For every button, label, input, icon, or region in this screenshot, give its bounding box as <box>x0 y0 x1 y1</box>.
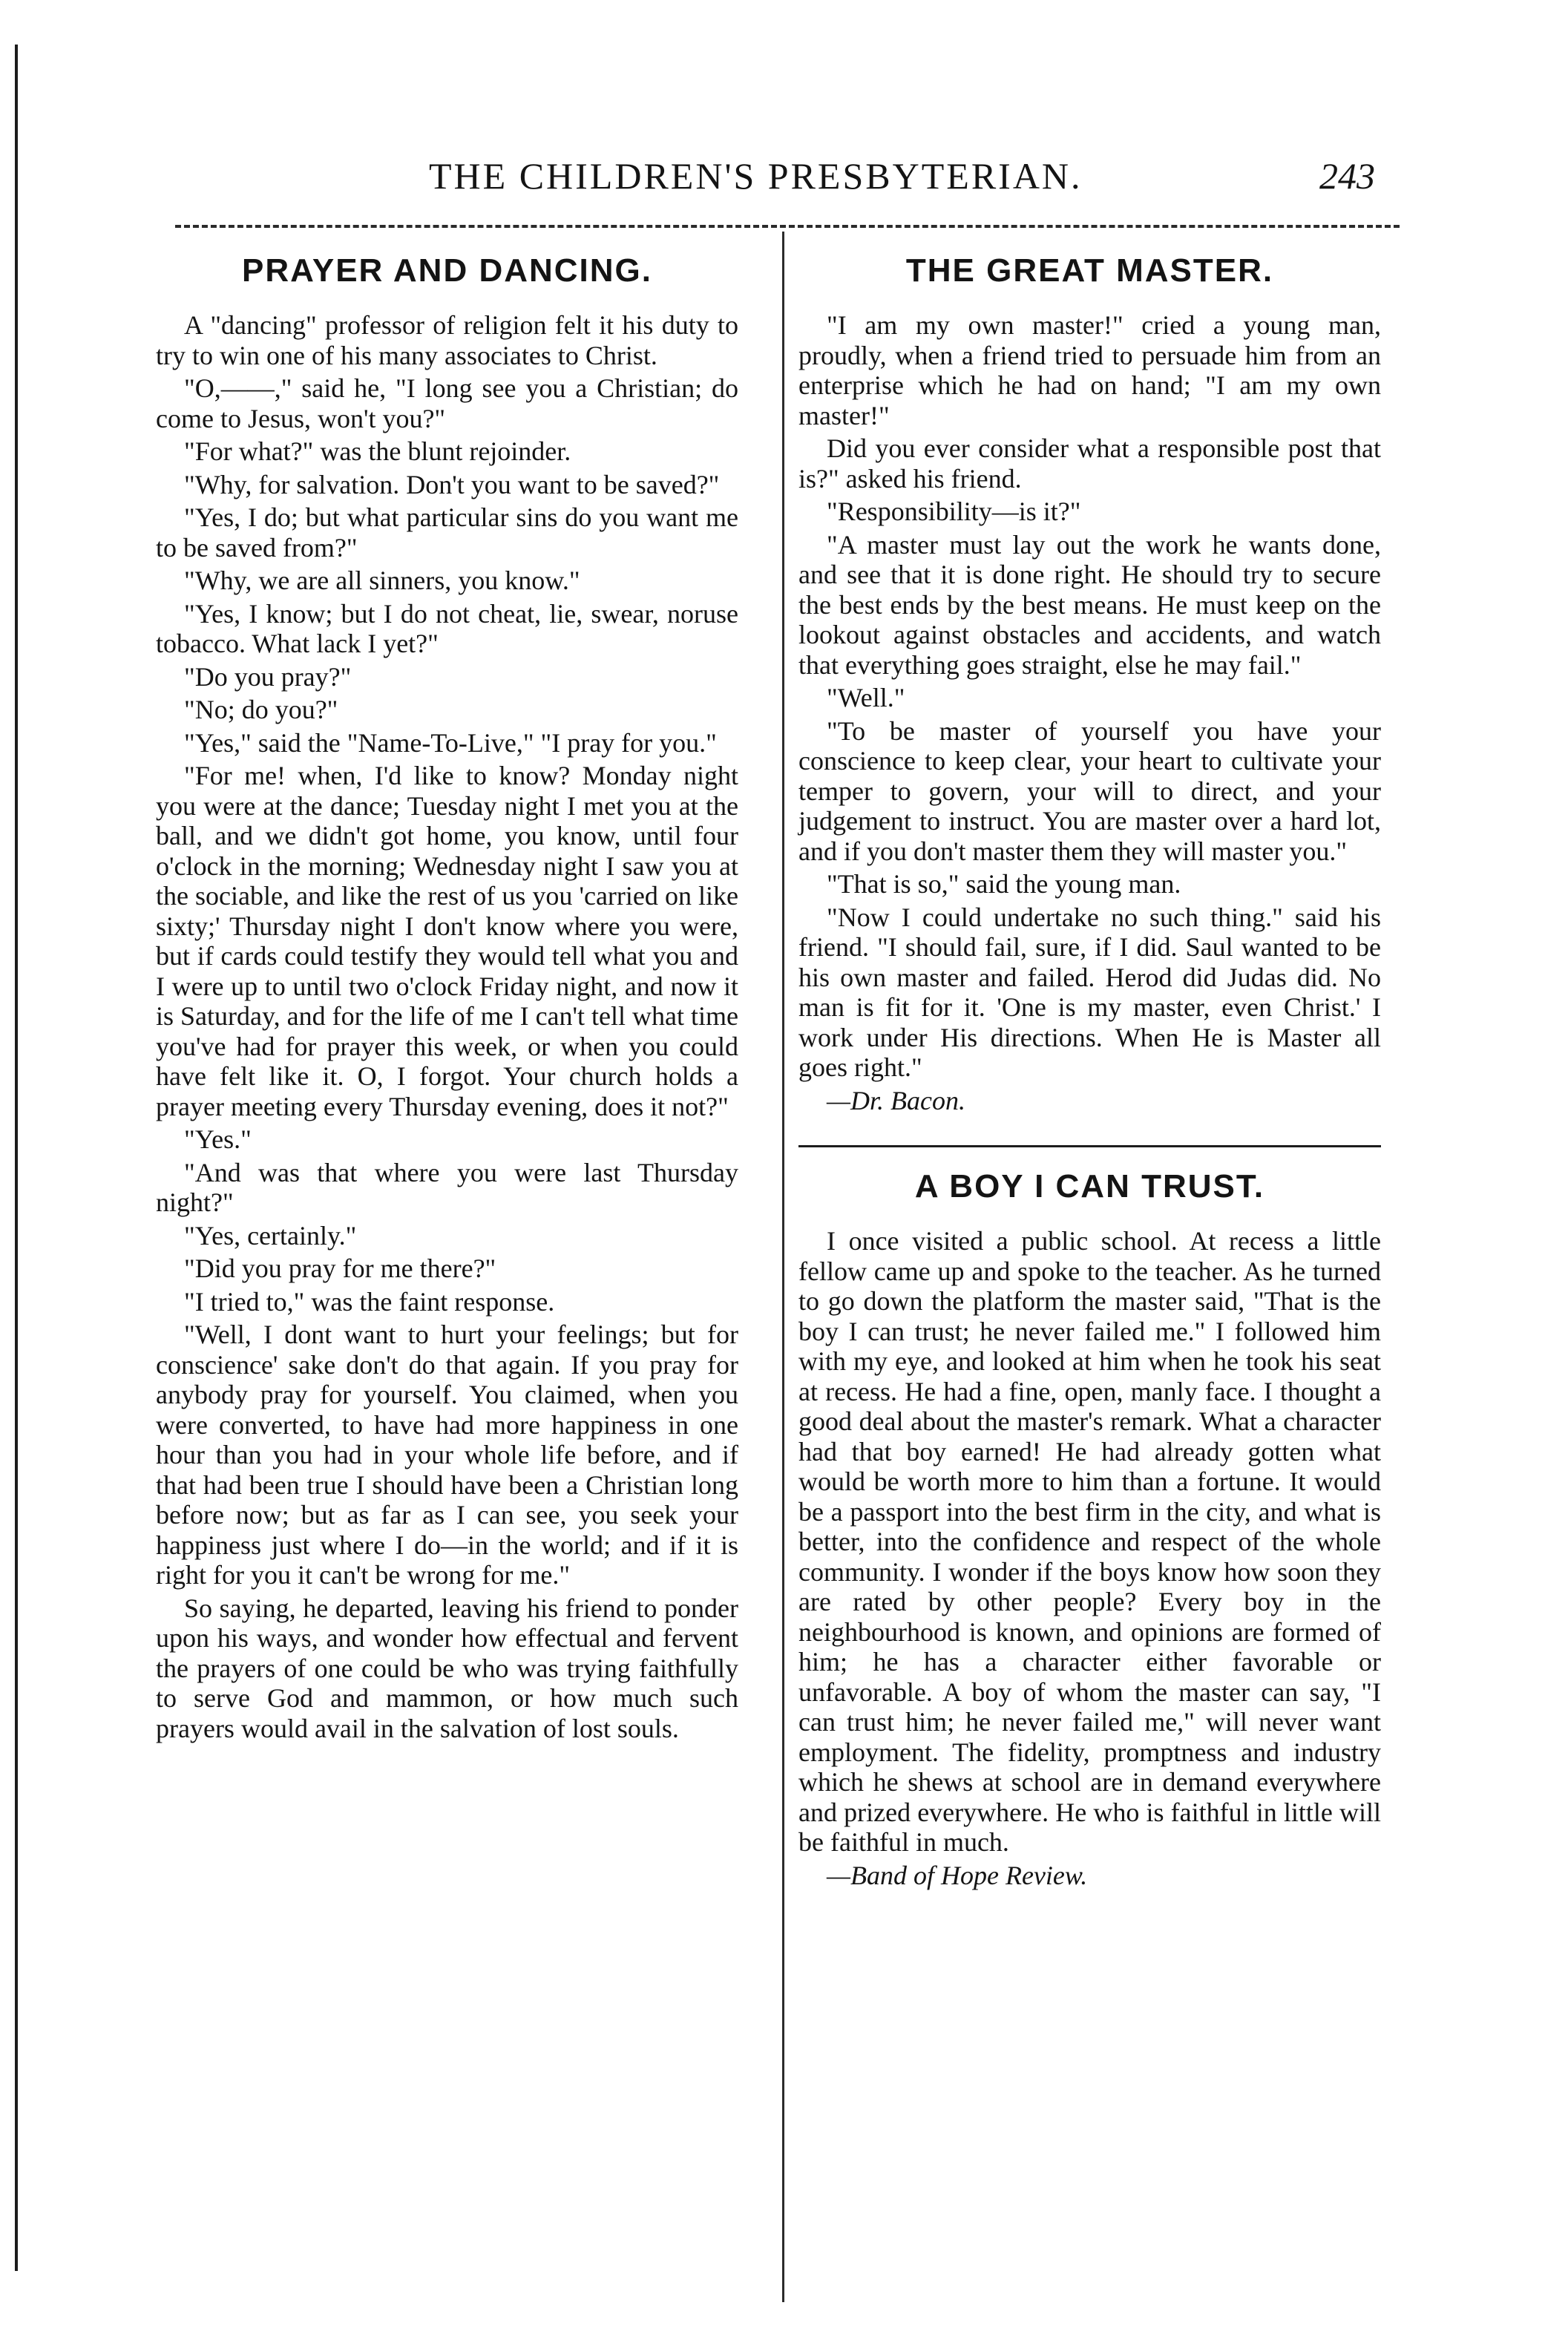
paragraph: "I am my own master!" cried a young man, proudly, when a friend tried to persuade him from an enterprise which he had on hand; "I am my own master!" <box>798 310 1381 430</box>
paragraph: Did you ever consider what a responsible post that is?" asked his friend. <box>798 433 1381 494</box>
article-title-prayer-and-dancing: PRAYER AND DANCING. <box>241 252 653 289</box>
paragraph: "Did you pray for me there?" <box>184 1253 496 1283</box>
left-column <box>156 252 738 1746</box>
paragraph: "Yes," said the "Name-To-Live," "I pray for you." <box>184 727 717 758</box>
page-edge-line <box>15 45 18 2271</box>
paragraph: I once visited a public school. At recess a little fellow came up and spoke to the teacher. As he turned to go down the platform the master said, "That is the boy I can trust; he never failed me." I followed him with my eye, and looked at him when he took his seat at recess. He had a fine, open, manly face. I thought a good deal about the master's remark. What a character had that boy earned! He had already gotten what would be worth more to him than a fortune. It would be a passport into the best firm in the city, and what is better, into the confidence and respect of the whole community. I wonder if the boys know how soon they are rated by other people? Every boy in the neighbourhood is known, and opinions are formed of him; he has a character either favorable or unfavorable. A boy of whom the master can say, "I can trust him; he never failed me," will never want employment. The fidelity, promptness and industry which he shews at school are in demand everywhere and prized everywhere. He who is faithful in little will be faithful in much. <box>798 1226 1381 1857</box>
paragraph: "To be master of yourself you have your conscience to keep clear, your heart to cultivate your temper to govern, your will to direct, and your judgement to instruct. You are master over a hard lot, and if you don't master them they will master you." <box>798 715 1381 866</box>
paragraph: "Well." <box>827 683 905 712</box>
attribution: —Band of Hope Review. <box>827 1860 1088 1890</box>
article-title-a-boy-i-can-trust: A BOY I CAN TRUST. <box>914 1168 1265 1205</box>
page-number: 243 <box>1319 155 1375 197</box>
running-title: THE CHILDREN'S PRESBYTERIAN. <box>429 155 1083 197</box>
paragraph: "For me! when, I'd like to know? Monday night you were at the dance; Tuesday night I met you at the ball, and we didn't got home, you know, until four o'clock in the morning; Wednesday night I saw you at the sociable, and like the rest of us you 'carried on like sixty;' Thursday night I don't know where you were, but if cards could testify they would tell what you and I were up to until two o'clock Friday night, and now it is Saturday, and for the life of me I can't tell what time you've had for prayer this week, or when you could have felt like it. O, I forgot. Your church holds a prayer meeting every Thursday evening, does it not?" <box>156 761 738 1121</box>
paragraph: "Well, I dont want to hurt your feelings; but for conscience' sake don't do that again. If you pray for anybody pray for yourself. You claimed, when you were converted, to have had more happiness in one hour than you had in your whole life before, and if that had been true I should have been a Christian long before now; but as far as I can see, you seek your happiness just where I do—in the world; and if it is right for you it can't be wrong for me." <box>156 1320 738 1590</box>
section-rule <box>798 1118 1381 1147</box>
paragraph: "O,——," said he, "I long see you a Christian; do come to Jesus, won't you?" <box>156 373 738 433</box>
article-title-the-great-master: THE GREAT MASTER. <box>905 252 1274 289</box>
paragraph: "Why, for salvation. Don't you want to be saved?" <box>184 469 720 499</box>
paragraph: "Why, we are all sinners, you know." <box>184 566 580 595</box>
paragraph: "Responsibility—is it?" <box>827 496 1081 526</box>
paragraph: "A master must lay out the work he wants done, and see that it is done right. He should try to secure the best ends by the best means. He must keep on the lookout against obstacles and accidents, and watch that everything goes straight, else he may fail." <box>798 529 1381 680</box>
paragraph: "Yes, I do; but what particular sins do you want me to be saved from?" <box>156 502 738 563</box>
column-divider <box>782 232 784 2302</box>
paragraph: "Now I could undertake no such thing." said his friend. "I should fail, sure, if I did. Saul wanted to be his own master and failed. Herod did Judas did. No man is fit for it. 'One is my master, even Christ.' I work under His directions. When He is Master all goes right." <box>798 902 1381 1082</box>
right-column <box>798 252 1381 1893</box>
paragraph: "Yes." <box>184 1124 252 1154</box>
paragraph: "Do you pray?" <box>184 661 352 692</box>
attribution: —Dr. Bacon. <box>827 1085 965 1115</box>
paragraph: "For what?" was the blunt rejoinder. <box>184 436 571 466</box>
running-header <box>0 148 1568 208</box>
paragraph: A "dancing" professor of religion felt it his duty to try to win one of his many associates to Christ. <box>156 310 738 370</box>
paragraph: "And was that where you were last Thursday night?" <box>156 1157 738 1217</box>
paragraph: "Yes, I know; but I do not cheat, lie, swear, noruse tobacco. What lack I yet?" <box>156 598 738 658</box>
paragraph: "That is so," said the young man. <box>827 869 1181 899</box>
paragraph: "I tried to," was the faint response. <box>184 1286 555 1317</box>
paragraph: "No; do you?" <box>184 695 338 724</box>
header-rule <box>175 225 1400 228</box>
paragraph: So saying, he departed, leaving his friend to ponder upon his ways, and wonder how effectual and fervent the prayers of one could be who was trying faithfully to serve God and mammon, or how much such prayers would avail in the salvation of lost souls. <box>156 1593 738 1743</box>
paragraph: "Yes, certainly." <box>184 1220 357 1251</box>
